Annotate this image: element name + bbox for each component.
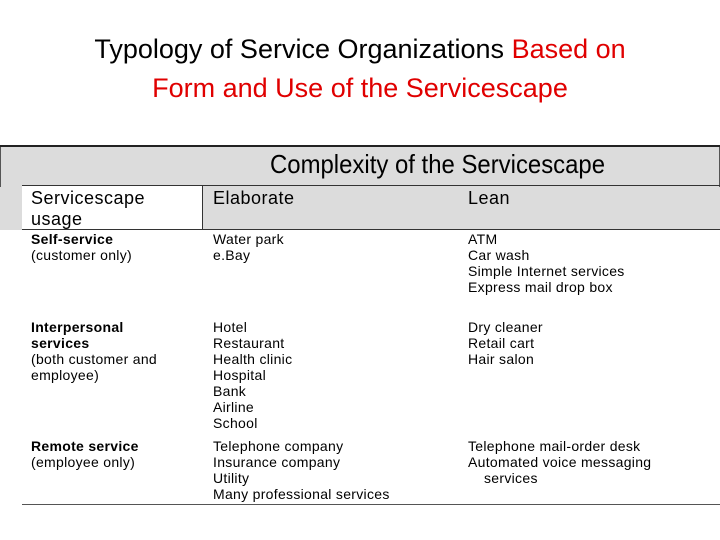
row-interpersonal-elaborate <box>213 319 292 431</box>
list-item: Hair salon <box>468 351 535 367</box>
list-item: Hospital <box>213 367 266 383</box>
header-lean: Lean <box>468 188 511 208</box>
list-item: Airline <box>213 399 255 415</box>
title-line2-red: Form and Use of the Servicescape <box>152 73 568 103</box>
list-item: Restaurant <box>213 335 285 351</box>
usage-type: Interpersonal <box>31 319 124 335</box>
band-left-edge <box>0 147 1 187</box>
usage-type: Remote service <box>31 438 139 454</box>
list-item: Telephone company <box>213 438 344 454</box>
usage-type: Self-service <box>31 231 114 247</box>
list-item: Car wash <box>468 247 530 263</box>
list-item: Telephone mail-order desk <box>468 438 641 454</box>
list-item: services <box>484 470 538 486</box>
row-interpersonal-lean <box>468 319 543 367</box>
list-item: Water park <box>213 231 284 247</box>
list-item: Insurance company <box>213 454 341 470</box>
list-item: Health clinic <box>213 351 293 367</box>
list-item: e.Bay <box>213 247 251 263</box>
row-self-service-usage <box>31 231 132 263</box>
row-remote-elaborate <box>213 438 390 502</box>
row-interpersonal-usage <box>31 319 157 383</box>
header-servicescape-usage: Servicescape usage <box>31 188 146 229</box>
row-remote-lean <box>468 438 651 486</box>
list-item: Dry cleaner <box>468 319 543 335</box>
title-part-red: Based on <box>511 34 626 64</box>
usage-description: employee) <box>31 367 100 383</box>
header-rule-top <box>22 185 720 186</box>
row-self-service-lean <box>468 231 625 295</box>
list-item: Hotel <box>213 319 248 335</box>
list-item: Bank <box>213 383 247 399</box>
list-item: Utility <box>213 470 250 486</box>
list-item: Simple Internet services <box>468 263 625 279</box>
slide-title <box>0 30 720 108</box>
usage-type: services <box>31 335 90 351</box>
table-bottom-rule <box>22 504 720 505</box>
header-separator <box>202 186 203 229</box>
list-item: Express mail drop box <box>468 279 613 295</box>
usage-description: (employee only) <box>31 454 136 470</box>
header-elaborate: Elaborate <box>213 188 295 208</box>
list-item: School <box>213 415 258 431</box>
usage-description: (both customer and <box>31 351 158 367</box>
list-item: Automated voice messaging <box>468 454 652 470</box>
usage-description: (customer only) <box>31 247 132 263</box>
row-self-service-elaborate <box>213 231 284 263</box>
list-item: ATM <box>468 231 498 247</box>
list-item: Many professional services <box>213 486 390 502</box>
title-part-black: Typology of Service Organizations <box>94 34 512 64</box>
list-item: Retail cart <box>468 335 535 351</box>
row-remote-usage <box>31 438 139 470</box>
table-super-header: Complexity of the Servicescape <box>270 149 606 179</box>
